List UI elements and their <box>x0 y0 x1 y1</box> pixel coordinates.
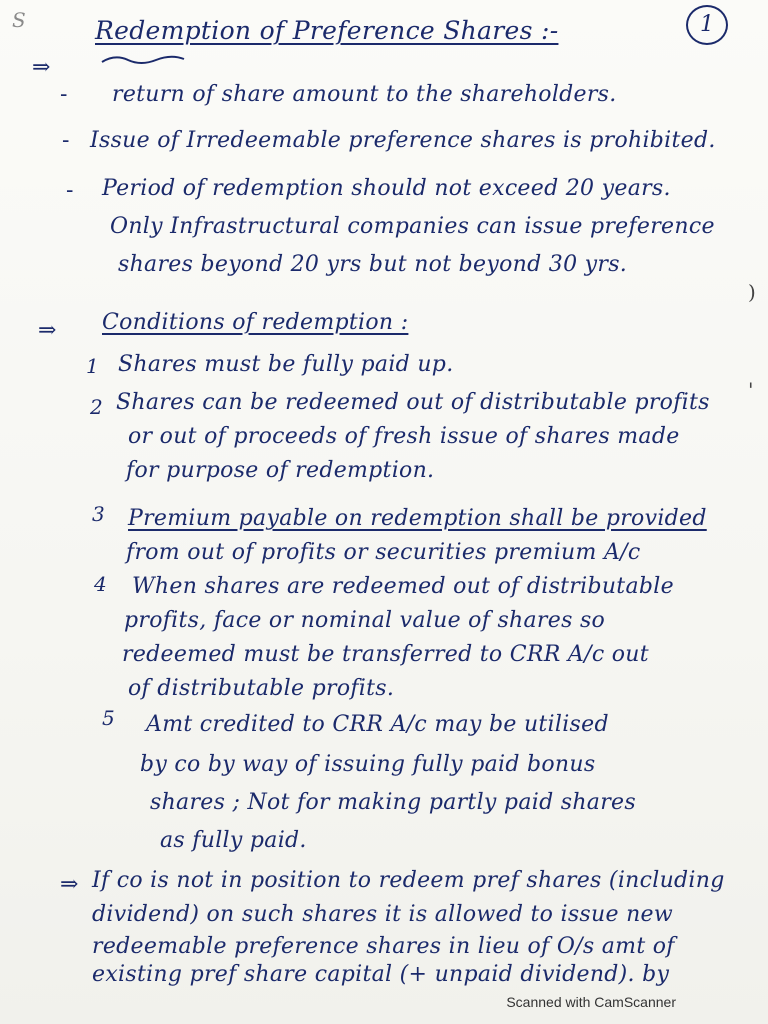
condition-line: Amt credited to CRR A/c may be utilised <box>146 712 609 737</box>
arrow-mark: ⇒ <box>60 872 79 897</box>
final-note-line: redeemable preference shares in lieu of O/s amt of <box>92 934 675 959</box>
point-line: Only Infrastructural companies can issue preference <box>110 214 715 239</box>
margin-mark: ' <box>748 378 754 402</box>
conditions-heading: Conditions of redemption : <box>102 310 409 335</box>
condition-line: Shares must be fully paid up. <box>118 352 454 377</box>
arrow-mark: ⇒ <box>32 55 51 80</box>
condition-line: for purpose of redemption. <box>126 458 435 483</box>
margin-mark: ) <box>748 280 756 304</box>
final-note-line: dividend) on such shares it is allowed to issue new <box>92 902 674 927</box>
condition-line: redeemed must be transferred to CRR A/c out <box>122 642 649 667</box>
point-line: return of share amount to the shareholders. <box>112 82 617 107</box>
condition-line: shares ; Not for making partly paid shares <box>150 790 636 815</box>
condition-number: 1 <box>86 354 99 378</box>
dash-bullet: - <box>62 128 70 153</box>
dash-bullet: - <box>66 178 74 203</box>
point-line: Period of redemption should not exceed 20 years. <box>102 176 671 201</box>
condition-line: from out of profits or securities premium A/c <box>126 540 641 565</box>
condition-line: profits, face or nominal value of shares so <box>124 608 606 633</box>
dash-bullet: - <box>60 82 68 107</box>
condition-line: Premium payable on redemption shall be provided <box>128 506 707 531</box>
page-title: Redemption of Preference Shares :- <box>95 16 559 45</box>
point-line: Issue of Irredeemable preference shares is prohibited. <box>90 128 716 153</box>
condition-line: When shares are redeemed out of distributable <box>132 574 674 599</box>
final-note-line: existing pref share capital (+ unpaid dividend). by <box>92 962 670 987</box>
page-number: 1 <box>686 5 728 45</box>
condition-line: as fully paid. <box>160 828 307 853</box>
scanner-footer: Scanned with CamScanner <box>506 994 676 1010</box>
condition-number: 3 <box>92 502 105 526</box>
margin-s-mark: S <box>12 8 26 32</box>
condition-number: 2 <box>90 395 103 419</box>
title-tilde-mark <box>100 54 186 66</box>
final-note-line: If co is not in position to redeem pref shares (including <box>92 868 725 893</box>
condition-number: 4 <box>94 572 107 596</box>
condition-line: by co by way of issuing fully paid bonus <box>140 752 596 777</box>
arrow-mark: ⇒ <box>38 318 57 343</box>
condition-number: 5 <box>102 706 115 730</box>
condition-line: Shares can be redeemed out of distributable profits <box>116 390 710 415</box>
condition-line: of distributable profits. <box>128 676 395 701</box>
condition-line: or out of proceeds of fresh issue of shares made <box>128 424 680 449</box>
point-line: shares beyond 20 yrs but not beyond 30 yrs. <box>118 252 628 277</box>
